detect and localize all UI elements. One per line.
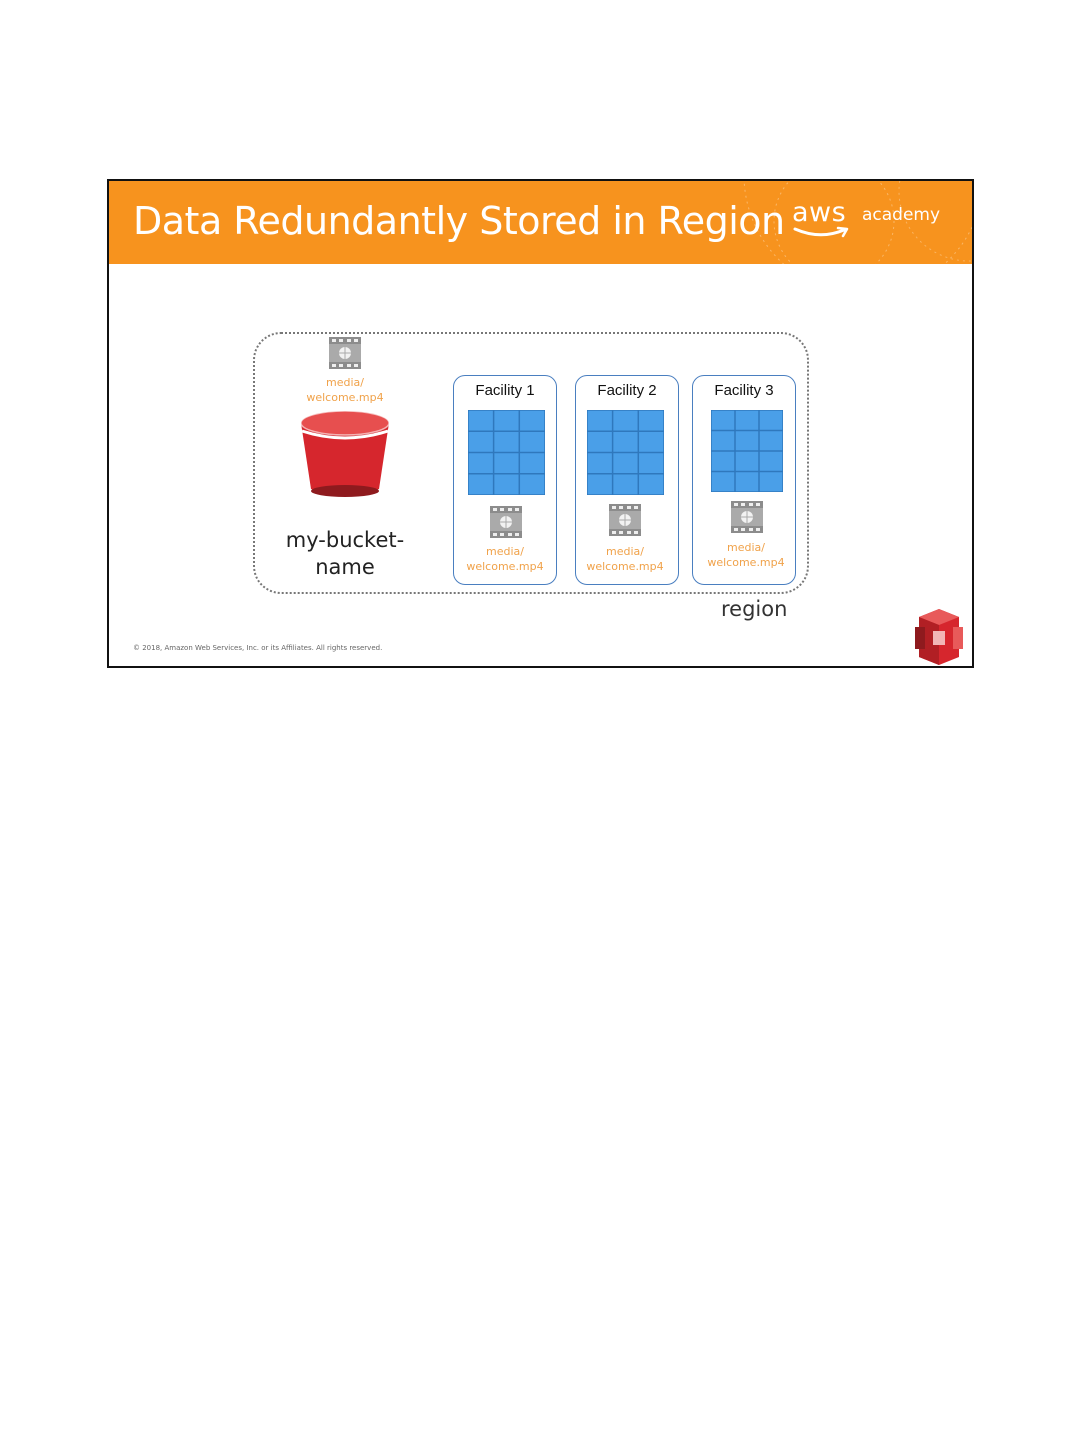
aws-smile-icon bbox=[792, 226, 854, 240]
facility-3 bbox=[692, 375, 796, 585]
bucket-name-line2: name bbox=[315, 555, 375, 579]
facility-datacenter-grid bbox=[587, 410, 664, 495]
video-file-icon bbox=[730, 500, 764, 534]
facility-1 bbox=[453, 375, 557, 585]
facility-object-label bbox=[691, 540, 801, 570]
facility-datacenter-grid bbox=[468, 410, 545, 495]
video-file-icon bbox=[608, 503, 642, 537]
facility-title: Facility 2 bbox=[597, 382, 657, 399]
region-label: region bbox=[721, 597, 788, 621]
object-path: media/ bbox=[606, 545, 644, 558]
slide-header bbox=[109, 181, 972, 264]
facility-datacenter-grid bbox=[711, 410, 783, 492]
slide bbox=[107, 179, 974, 668]
object-path: media/ bbox=[326, 376, 364, 389]
object-filename: welcome.mp4 bbox=[466, 560, 544, 573]
video-file-icon bbox=[489, 505, 523, 539]
logo-aws-text: aws bbox=[792, 197, 847, 228]
object-filename: welcome.mp4 bbox=[586, 560, 664, 573]
bucket-object-label bbox=[290, 375, 400, 405]
slide-title: Data Redundantly Stored in Region bbox=[133, 199, 785, 243]
object-path: media/ bbox=[486, 545, 524, 558]
facility-title: Facility 1 bbox=[475, 382, 535, 399]
bucket-name-line1: my-bucket- bbox=[285, 528, 405, 552]
aws-s3-logo-icon bbox=[915, 609, 963, 665]
facility-title: Facility 3 bbox=[714, 382, 774, 399]
facility-object-label bbox=[450, 544, 560, 574]
bucket-name bbox=[275, 527, 415, 581]
video-file-icon bbox=[328, 336, 362, 370]
copyright-notice: © 2018, Amazon Web Services, Inc. or its Affiliates. All rights reserved. bbox=[133, 644, 383, 652]
object-path: media/ bbox=[727, 541, 765, 554]
object-filename: welcome.mp4 bbox=[707, 556, 785, 569]
facility-object-label bbox=[570, 544, 680, 574]
facility-2 bbox=[575, 375, 679, 585]
object-filename: welcome.mp4 bbox=[306, 391, 384, 404]
logo-academy-text: academy bbox=[862, 205, 941, 225]
aws-academy-logo bbox=[792, 197, 952, 247]
s3-bucket-icon bbox=[299, 409, 391, 499]
